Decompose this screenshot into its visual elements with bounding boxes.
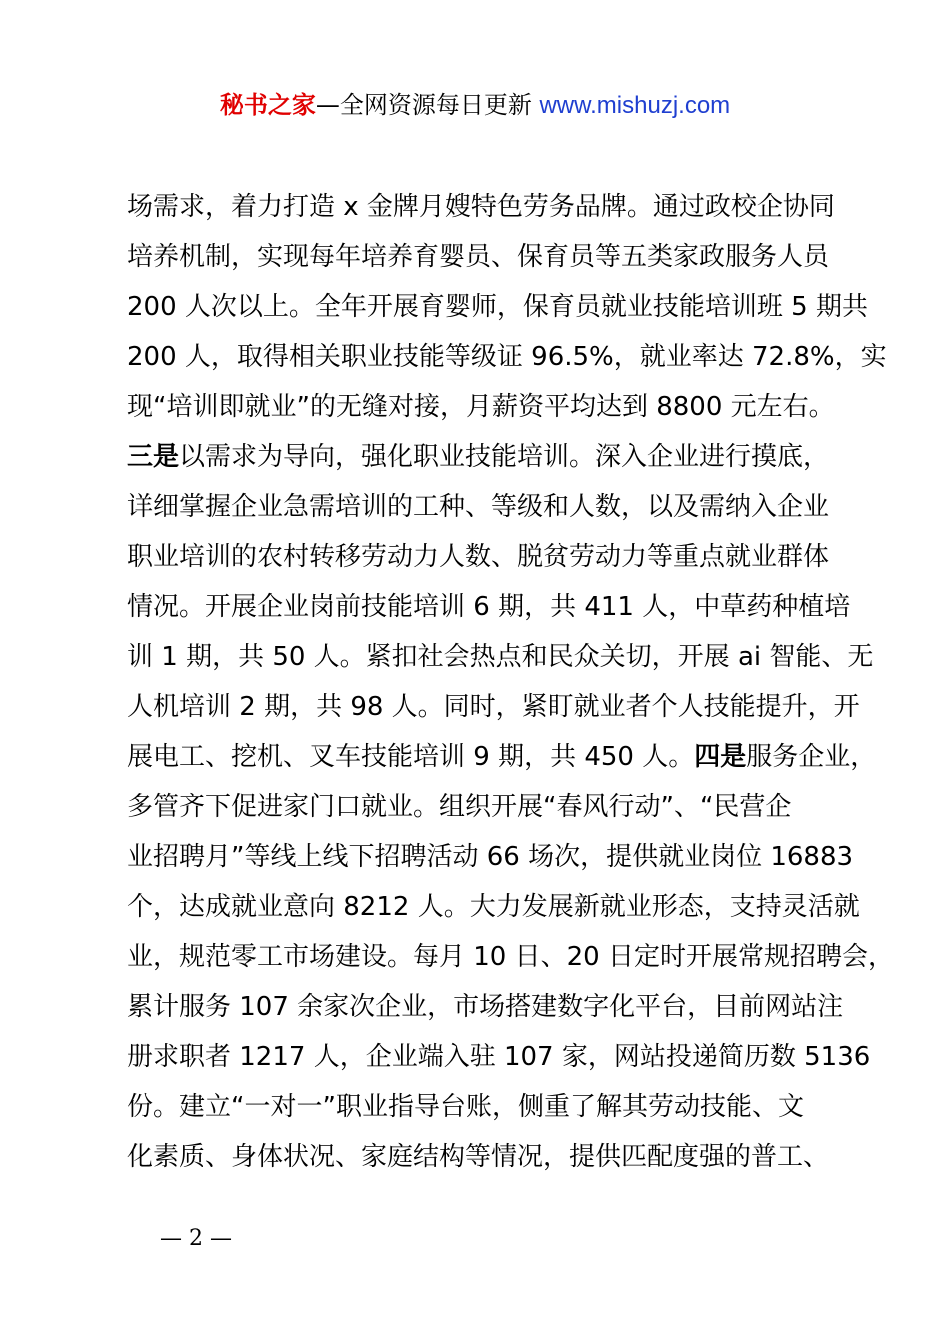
- document-body: [127, 182, 894, 1182]
- text-line-tail: 服务企业，: [746, 742, 877, 772]
- page-number: — 2 —: [160, 1226, 232, 1251]
- text-line: 份。建立“一对一”职业指导台账，侧重了解其劳动技能、文: [127, 1092, 804, 1122]
- section-marker-four: 四是: [694, 742, 747, 772]
- site-url-link[interactable]: www.mishuzj.com: [539, 92, 731, 119]
- site-tagline: —全网资源每日更新: [315, 91, 540, 119]
- text-line: 职业培训的农村转移劳动力人数、脱贫劳动力等重点就业群体: [127, 542, 830, 572]
- text-line: 200 人，取得相关职业技能等级证 96.5%，就业率达 72.8%，实: [127, 342, 887, 372]
- text-line: 化素质、身体状况、家庭结构等情况，提供匹配度强的普工、: [127, 1142, 830, 1172]
- text-line: 训 1 期，共 50 人。紧扣社会热点和民众关切，开展 ai 智能、无: [127, 642, 874, 672]
- text-line-content: 展电工、挖机、叉车技能培训 9 期，共 450 人。: [127, 742, 695, 772]
- text-line: 人机培训 2 期，共 98 人。同时，紧盯就业者个人技能提升，开: [127, 692, 860, 722]
- text-line: 现“培训即就业”的无缝对接，月薪资平均达到 8800 元左右。: [127, 392, 835, 422]
- text-line: 详细掌握企业急需培训的工种、等级和人数，以及需纳入企业: [127, 492, 830, 522]
- section-marker-three: 三是: [127, 442, 180, 472]
- text-line: 业招聘月”等线上线下招聘活动 66 场次，提供就业岗位 16883: [127, 842, 854, 872]
- text-line: [127, 732, 877, 782]
- text-line: 情况。开展企业岗前技能培训 6 期，共 411 人，中草药种植培: [127, 592, 851, 622]
- text-line: [127, 432, 867, 482]
- text-line: 册求职者 1217 人，企业端入驻 107 家，网站投递简历数 5136: [127, 1042, 871, 1072]
- site-brand: 秘书之家: [219, 91, 316, 119]
- text-line: 个，达成就业意向 8212 人。大力发展新就业形态，支持灵活就: [127, 892, 860, 922]
- site-header: [0, 88, 950, 123]
- text-line: 场需求，着力打造 x 金牌月嫂特色劳务品牌。通过政校企协同: [127, 192, 835, 222]
- text-line: 200 人次以上。全年开展育婴师，保育员就业技能培训班 5 期共: [127, 292, 868, 322]
- text-line: 培养机制，实现每年培养育婴员、保育员等五类家政服务人员: [127, 242, 830, 272]
- text-line-content: 以需求为导向，强化职业技能培训。深入企业进行摸底，: [179, 442, 830, 472]
- text-line: 业，规范零工市场建设。每月 10 日、20 日定时开展常规招聘会，: [127, 942, 894, 972]
- text-line: 累计服务 107 余家次企业，市场搭建数字化平台，目前网站注: [127, 992, 844, 1022]
- text-line: 多管齐下促进家门口就业。组织开展“春风行动”、“民营企: [127, 792, 792, 822]
